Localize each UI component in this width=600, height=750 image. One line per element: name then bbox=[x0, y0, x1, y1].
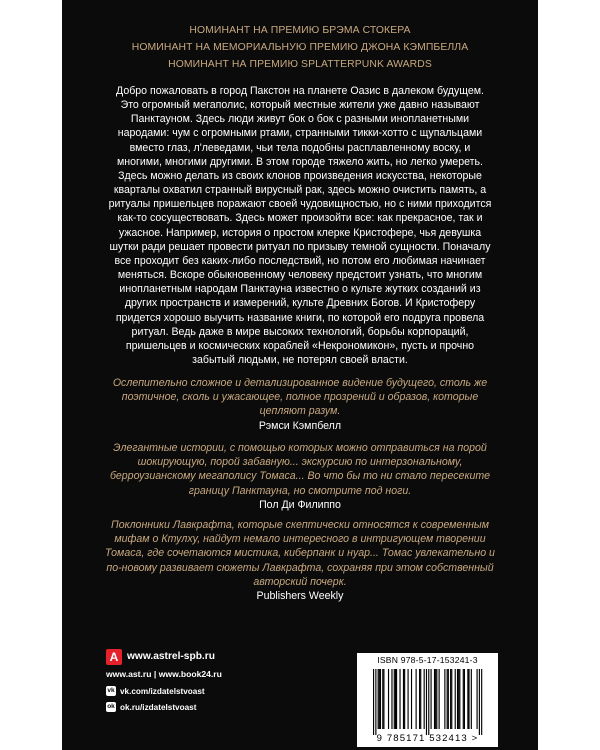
review-quote bbox=[104, 376, 496, 433]
award-line: НОМИНАНТ НА ПРЕМИЮ БРЭМА СТОКЕРА bbox=[189, 25, 411, 36]
barcode-bar bbox=[471, 669, 472, 729]
barcode-bar bbox=[468, 669, 469, 729]
barcode-bar bbox=[375, 669, 376, 735]
barcode-bar bbox=[394, 669, 395, 729]
barcode-bar bbox=[396, 669, 397, 729]
barcode-bar bbox=[426, 669, 427, 735]
barcode-bar bbox=[447, 669, 448, 729]
book-back-cover bbox=[62, 0, 538, 750]
ok-icon: ok bbox=[107, 703, 115, 710]
barcode-bar bbox=[403, 669, 404, 729]
quote-text: Поклонники Лавкрафта, которые скептически относятся к современным мифам о Ктулху, найдут немало интересного в интригующем творении Томаса, где сочетаются мистика, киберпанк и нуар... Томас увлекательно и по-новому развивает сюжеты Лавкрафта, сохраняя при этом собственный авторский почерк. bbox=[105, 519, 495, 588]
quote-author: Рэмси Кэмпбелл bbox=[258, 419, 342, 432]
ok-link[interactable]: ok.ru/izdatelstvoast bbox=[120, 702, 197, 712]
barcode-bar bbox=[431, 669, 432, 729]
barcode-bar bbox=[411, 669, 412, 729]
quote-author: Пол Ди Филиппо bbox=[259, 498, 341, 511]
award-nominations bbox=[62, 22, 538, 73]
barcode-bar bbox=[451, 669, 452, 729]
barcode-bar bbox=[457, 669, 458, 729]
barcode-bar bbox=[395, 669, 396, 729]
isbn-barcode bbox=[357, 653, 498, 747]
barcode-bar bbox=[455, 669, 456, 729]
barcode-bar bbox=[424, 669, 425, 729]
vk-link[interactable]: vk.com/izdatelstvoast bbox=[120, 686, 205, 696]
barcode-bar bbox=[481, 669, 482, 735]
barcode-bar bbox=[459, 669, 460, 729]
barcode-bar bbox=[434, 669, 435, 729]
barcode-bar bbox=[439, 669, 440, 729]
barcode-bar bbox=[378, 669, 379, 729]
isbn-number: ISBN 978-5-17-153241-3 bbox=[377, 655, 478, 665]
vk-icon: vk bbox=[107, 687, 115, 694]
quote-text: Ослепительно сложное и детализированное видение будущего, столь же поэтичное, сколь и ужасающее, полное прозрений и образов, которые цепляют разум. bbox=[112, 377, 488, 418]
barcode-bar bbox=[408, 669, 409, 729]
barcode-bar bbox=[477, 669, 478, 729]
barcode-bar bbox=[380, 669, 381, 729]
publisher-website-link[interactable]: www.astrel-spb.ru bbox=[127, 651, 215, 662]
barcode-bar bbox=[388, 669, 389, 729]
review-quote bbox=[104, 518, 496, 603]
award-line: НОМИНАНТ НА ПРЕМИЮ SPLATTERPUNK AWARDS bbox=[168, 59, 432, 70]
barcode-bar bbox=[404, 669, 405, 729]
barcode-bar bbox=[391, 669, 392, 729]
barcode-bar bbox=[467, 669, 468, 729]
publisher-sites[interactable]: www.ast.ru | www.book24.ru bbox=[106, 669, 222, 679]
barcode-bar bbox=[416, 669, 417, 729]
quote-author: Publishers Weekly bbox=[256, 590, 344, 603]
barcode-bar bbox=[436, 669, 437, 729]
barcode-bar bbox=[383, 669, 384, 729]
award-line: НОМИНАНТ НА МЕМОРИАЛЬНУЮ ПРЕМИЮ ДЖОНА КЭМПБЕЛЛА bbox=[131, 42, 469, 53]
publisher-info bbox=[106, 648, 316, 713]
review-quote bbox=[104, 441, 496, 512]
barcode-bar bbox=[399, 669, 400, 729]
quote-text: Элегантные истории, с помощью которых можно отправиться на порой шокирующую, порой забавную... экскурсию по интерзональному, берроузианскому мегаполису Томаса... Во что бы то ни стало пересеките границу Панктауна, но смотрите под ноги. bbox=[109, 442, 491, 497]
barcode-bar bbox=[419, 669, 420, 729]
barcode-bar bbox=[428, 669, 429, 735]
barcode-bar bbox=[382, 669, 383, 729]
barcode-bar bbox=[444, 669, 445, 729]
barcode-bar bbox=[450, 669, 451, 729]
publisher-logo-icon: А bbox=[106, 649, 122, 665]
ok-link-row[interactable] bbox=[106, 701, 316, 713]
book-description: Добро пожаловать в город Пакстон на планете Оазис в далеком будущем. Это огромный мегаполис, который местные жители уже давно называют Панктауном. Здесь люди живут бок о бок с разными инопланетными народами: чум с огромными ртами, странными тикки-хотто с щупальцами вместо глаз, л'леведами, чьи тела подобны расплавленному воску, и многими, многими другими. В этом городе тяжело жить, но легко умереть. Здесь можно делать из своих клонов произведения искусства, некоторые кварталы охватил странный вирусный рак, здесь можно очистить память, а ритуалы пришельцев поражают своей чудовищностью, но с ними приходится как-то сосуществовать. Здесь может произойти все: как прекрасное, так и ужасное. Например, история о простом клерке Кристофере, чья девушка шутки ради решает провести ритуал по призыву темной сущности. Поначалу все проходит без каких-либо последствий, но потом его любимая начинает меняться. Вскоре обыкновенному человеку предстоит узнать, что многим инопланетным народам Панктауна известно о культе жутких созданий из других пространств и измерений, культе Древних Богов. И Кристоферу придется хорошо выучить название книги, по которой его подруга провела ритуал. Ведь даже в мире высоких технологий, борьбы корпораций, пришельцев и космических кораблей «Некрономикон», пусть и прочно забытый людьми, не потерял своей власти. bbox=[108, 85, 492, 366]
vk-link-row[interactable] bbox=[106, 685, 316, 697]
barcode-bar bbox=[435, 669, 436, 729]
barcode-bar bbox=[420, 669, 421, 729]
barcode-bar bbox=[373, 669, 374, 735]
barcode-bar bbox=[379, 669, 380, 729]
barcode-bar bbox=[448, 669, 449, 729]
barcode-bar bbox=[464, 669, 465, 729]
barcode-bar bbox=[458, 669, 459, 729]
barcode-digits: 9 785171 532413 > bbox=[376, 733, 479, 744]
barcode-bar bbox=[479, 669, 480, 735]
barcode-bar bbox=[463, 669, 464, 729]
